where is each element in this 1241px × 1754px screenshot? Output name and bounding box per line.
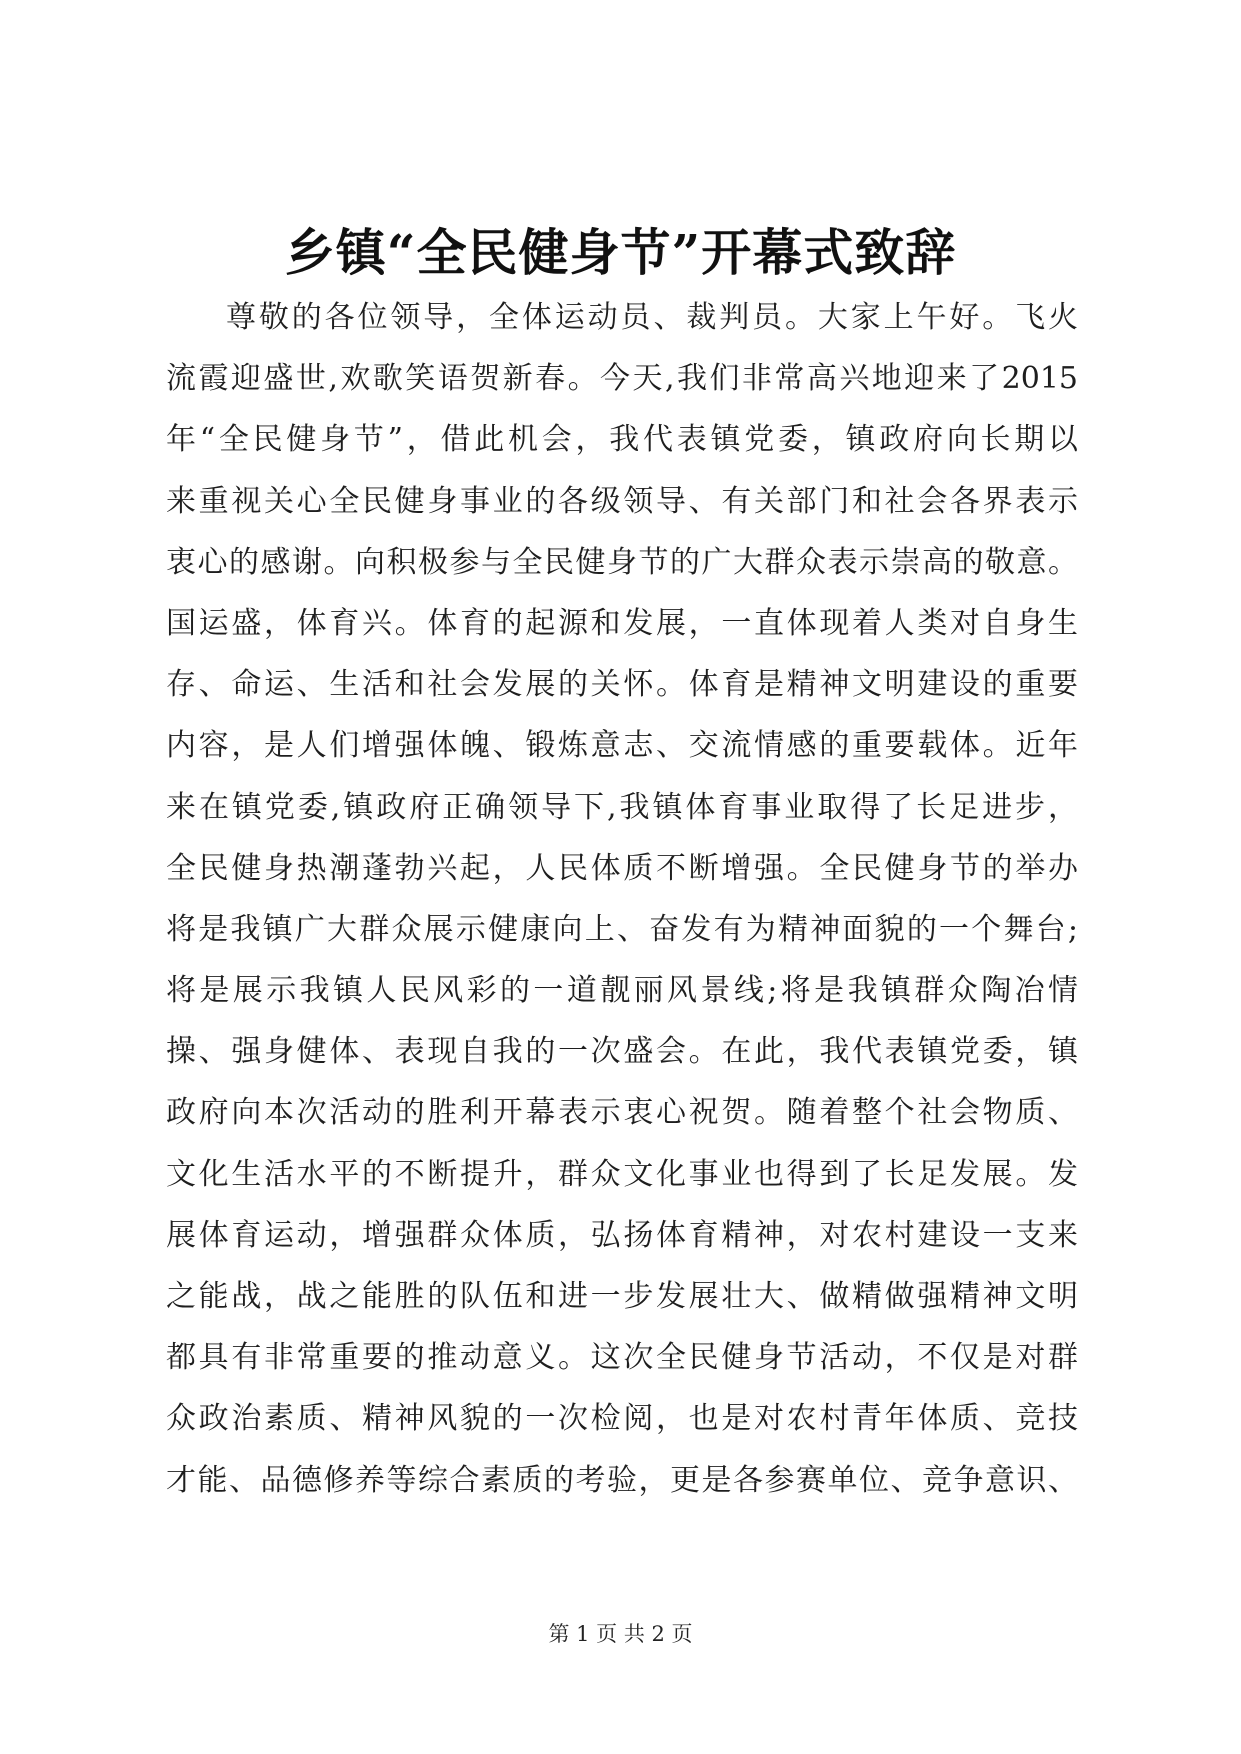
body-line: 政府向本次活动的胜利开幕表示衷心祝贺。随着整个社会物质、	[166, 1095, 1078, 1131]
document-body	[166, 287, 1078, 1511]
body-line: 众政治素质、精神风貌的一次检阅，也是对农村青年体质、竞技	[166, 1401, 1078, 1437]
body-line: 国运盛，体育兴。体育的起源和发展，一直体现着人类对自身生	[166, 605, 1078, 641]
body-line: 内容，是人们增强体魄、锻炼意志、交流情感的重要载体。近年	[166, 728, 1078, 764]
body-line: 存、命运、生活和社会发展的关怀。体育是精神文明建设的重要	[166, 667, 1078, 703]
body-line: 之能战，战之能胜的队伍和进一步发展壮大、做精做强精神文明	[166, 1279, 1078, 1314]
body-line: 操、强身健体、表现自我的一次盛会。在此，我代表镇党委，镇	[166, 1034, 1078, 1070]
body-line: 才能、品德修养等综合素质的考验，更是各参赛单位、竞争意识、	[166, 1462, 1078, 1498]
page-number-footer: 第 1 页 共 2 页	[548, 1622, 693, 1646]
body-line: 展体育运动，增强群众体质，弘扬体育精神，对农村建设一支来	[166, 1217, 1078, 1253]
body-line: 来在镇党委,镇政府正确领导下,我镇体育事业取得了长足进步，	[166, 789, 1078, 825]
body-line: 全民健身热潮蓬勃兴起，人民体质不断增强。全民健身节的举办	[166, 850, 1078, 886]
body-line: 流霞迎盛世,欢歌笑语贺新春。今天,我们非常高兴地迎来了2015	[166, 361, 1078, 397]
body-line: 将是展示我镇人民风彩的一道靓丽风景线;将是我镇群众陶冶情	[166, 973, 1078, 1009]
body-line: 来重视关心全民健身事业的各级领导、有关部门和社会各界表示	[166, 483, 1078, 519]
body-line: 尊敬的各位领导，全体运动员、裁判员。大家上午好。飞火	[226, 300, 1078, 335]
body-line: 文化生活水平的不断提升，群众文化事业也得到了长足发展。发	[166, 1156, 1078, 1192]
body-line: 衷心的感谢。向积极参与全民健身节的广大群众表示崇高的敬意。	[166, 544, 1078, 580]
body-line: 都具有非常重要的推动意义。这次全民健身节活动，不仅是对群	[166, 1340, 1078, 1376]
document-title: 乡镇“全民健身节”开幕式致辞	[284, 223, 957, 282]
body-line: 将是我镇广大群众展示健康向上、奋发有为精神面貌的一个舞台;	[166, 911, 1078, 947]
body-line: 年“全民健身节”，借此机会，我代表镇党委，镇政府向长期以	[166, 422, 1078, 458]
